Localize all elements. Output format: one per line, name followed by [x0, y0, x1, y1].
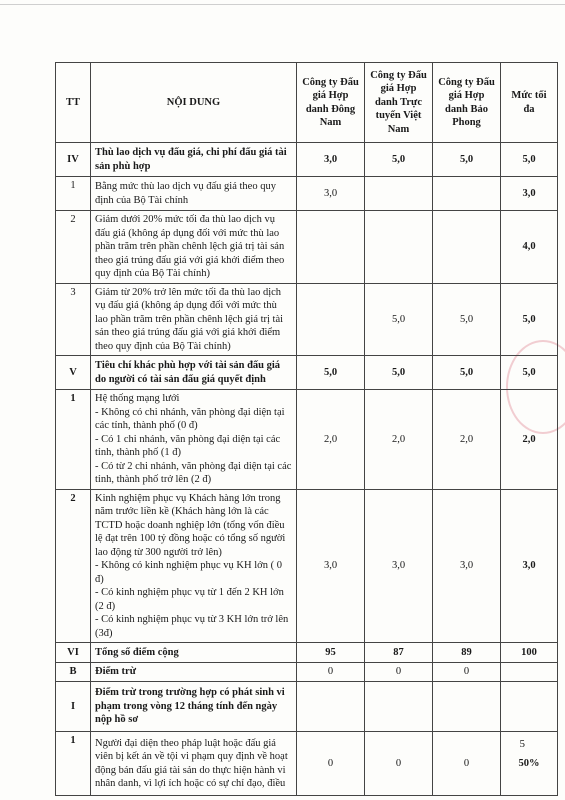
score-max — [501, 663, 558, 682]
score-bao-phong: 5,0 — [433, 356, 501, 390]
score-viet-nam: 2,0 — [365, 390, 433, 490]
score-viet-nam: 5,0 — [365, 283, 433, 356]
table-row — [56, 143, 558, 177]
score-bao-phong: 5,0 — [433, 283, 501, 356]
row-content: Thù lao dịch vụ đấu giá, chi phí đấu giá tài sản phù hợp — [91, 143, 297, 177]
table-row — [56, 489, 558, 643]
score-viet-nam — [365, 682, 433, 732]
score-viet-nam: 3,0 — [365, 489, 433, 643]
score-bao-phong — [433, 211, 501, 284]
score-dong-nam: 0 — [297, 732, 365, 796]
content-line: - Không có kinh nghiệm phục vụ KH lớn ( 0 đ) — [95, 560, 282, 585]
table-row — [56, 177, 558, 211]
score-bao-phong — [433, 177, 501, 211]
score-viet-nam — [365, 177, 433, 211]
row-tt: 2 — [56, 211, 91, 284]
score-max: 4,0 — [501, 211, 558, 284]
score-viet-nam: 0 — [365, 732, 433, 796]
row-tt: 3 — [56, 283, 91, 356]
score-dong-nam — [297, 211, 365, 284]
score-dong-nam: 3,0 — [297, 489, 365, 643]
score-max: 100 — [501, 643, 558, 663]
scoring-table — [55, 62, 558, 796]
score-viet-nam: 0 — [365, 663, 433, 682]
score-max: 3,0 — [501, 489, 558, 643]
table-row — [56, 682, 558, 732]
content-line: Hệ thống mạng lưới — [95, 393, 180, 404]
header-dong-nam: Công ty Đấu giá Hợp danh Đông Nam — [297, 63, 365, 143]
table-row — [56, 663, 558, 682]
row-content: Người đại diện theo pháp luật hoặc đấu giá viên bị kết án về tội vi phạm quy định về hoạt động bán đấu giá tài sản do thực hiện hành vi nhân danh, vì lợi ích hoặc có sự chỉ đạo, điều — [91, 732, 297, 796]
row-tt: 1 — [56, 390, 91, 490]
content-line: Kinh nghiệm phục vụ Khách hàng lớn trong năm trước liền kề (Khách hàng lớn là các TCTD hoặc doanh nghiệp lớn (tổng vốn điều lệ đạt trên 100 tỷ đồng hoặc có tổng số người lao động từ 300 người trở lên) — [95, 492, 286, 558]
score-max — [501, 682, 558, 732]
score-max: 2,0 — [501, 390, 558, 490]
row-tt: B — [56, 663, 91, 682]
row-content — [91, 489, 297, 643]
score-viet-nam: 5,0 — [365, 143, 433, 177]
score-max: 50% — [501, 732, 558, 796]
content-line: - Có 1 chi nhánh, văn phòng đại diện tại các tỉnh, thành phố (1 đ) — [95, 433, 281, 458]
row-content: Bằng mức thù lao dịch vụ đấu giá theo quy định của Bộ Tài chính — [91, 177, 297, 211]
top-rule — [0, 4, 565, 5]
row-content: Giảm từ 20% trở lên mức tối đa thù lao dịch vụ đấu giá (không áp dụng đối với mức thù lao phần trăm trên phần chênh lệch giá trị tài sản theo giá trúng đấu giá với giá khởi điểm theo quy định của Bộ Tài chính) — [91, 283, 297, 356]
score-dong-nam — [297, 682, 365, 732]
table-header-row — [56, 63, 558, 143]
page-number: 5 — [519, 738, 525, 750]
row-content: Tiêu chí khác phù hợp với tài sản đấu giá do người có tài sản đấu giá quyết định — [91, 356, 297, 390]
content-line: - Có kinh nghiệm phục vụ từ 3 KH lớn trở lên (3đ) — [95, 614, 289, 639]
score-dong-nam: 95 — [297, 643, 365, 663]
table-row — [56, 356, 558, 390]
score-bao-phong: 2,0 — [433, 390, 501, 490]
score-bao-phong — [433, 682, 501, 732]
score-dong-nam: 3,0 — [297, 177, 365, 211]
header-viet-nam: Công ty Đấu giá Hợp danh Trực tuyến Việt Nam — [365, 63, 433, 143]
table-row — [56, 732, 558, 796]
table-row — [56, 211, 558, 284]
row-tt: VI — [56, 643, 91, 663]
score-bao-phong: 0 — [433, 663, 501, 682]
score-bao-phong: 89 — [433, 643, 501, 663]
score-dong-nam: 3,0 — [297, 143, 365, 177]
content-line: - Có từ 2 chi nhánh, văn phòng đại diện tại các tỉnh, thành phố trở lên (2 đ) — [95, 460, 292, 485]
row-content: Giảm dưới 20% mức tối đa thù lao dịch vụ đấu giá (không áp dụng đối với mức thù lao phần trăm trên phần chênh lệch giá trị tài sản theo giá trúng đấu giá với giá khởi điểm theo quy định của Bộ Tài chính) — [91, 211, 297, 284]
table-row — [56, 643, 558, 663]
content-line: - Có kinh nghiệm phục vụ từ 1 đến 2 KH lớn (2 đ) — [95, 587, 284, 612]
score-dong-nam — [297, 283, 365, 356]
row-tt: V — [56, 356, 91, 390]
table-row — [56, 283, 558, 356]
score-bao-phong: 0 — [433, 732, 501, 796]
score-dong-nam: 2,0 — [297, 390, 365, 490]
score-max: 5,0 — [501, 356, 558, 390]
header-tt: TT — [56, 63, 91, 143]
table-row — [56, 390, 558, 490]
row-tt: IV — [56, 143, 91, 177]
row-tt: I — [56, 682, 91, 732]
header-muc-toi-da: Mức tối đa — [501, 63, 558, 143]
header-noi-dung: NỘI DUNG — [91, 63, 297, 143]
row-content — [91, 390, 297, 490]
score-viet-nam: 87 — [365, 643, 433, 663]
score-max: 5,0 — [501, 283, 558, 356]
score-dong-nam: 5,0 — [297, 356, 365, 390]
content-line: - Không có chi nhánh, văn phòng đại diện tại các tỉnh, thành phố (0 đ) — [95, 406, 285, 431]
row-tt: 2 — [56, 489, 91, 643]
row-content: Điểm trừ — [91, 663, 297, 682]
score-dong-nam: 0 — [297, 663, 365, 682]
row-tt: 1 — [56, 732, 91, 796]
score-bao-phong: 3,0 — [433, 489, 501, 643]
header-bao-phong: Công ty Đấu giá Hợp danh Bảo Phong — [433, 63, 501, 143]
score-bao-phong: 5,0 — [433, 143, 501, 177]
score-viet-nam — [365, 211, 433, 284]
row-content: Tổng số điểm cộng — [91, 643, 297, 663]
row-content: Điểm trừ trong trường hợp có phát sinh vi phạm trong vòng 12 tháng tính đến ngày nộp hồ sơ — [91, 682, 297, 732]
score-max: 5,0 — [501, 143, 558, 177]
score-viet-nam: 5,0 — [365, 356, 433, 390]
score-max: 3,0 — [501, 177, 558, 211]
row-tt: 1 — [56, 177, 91, 211]
